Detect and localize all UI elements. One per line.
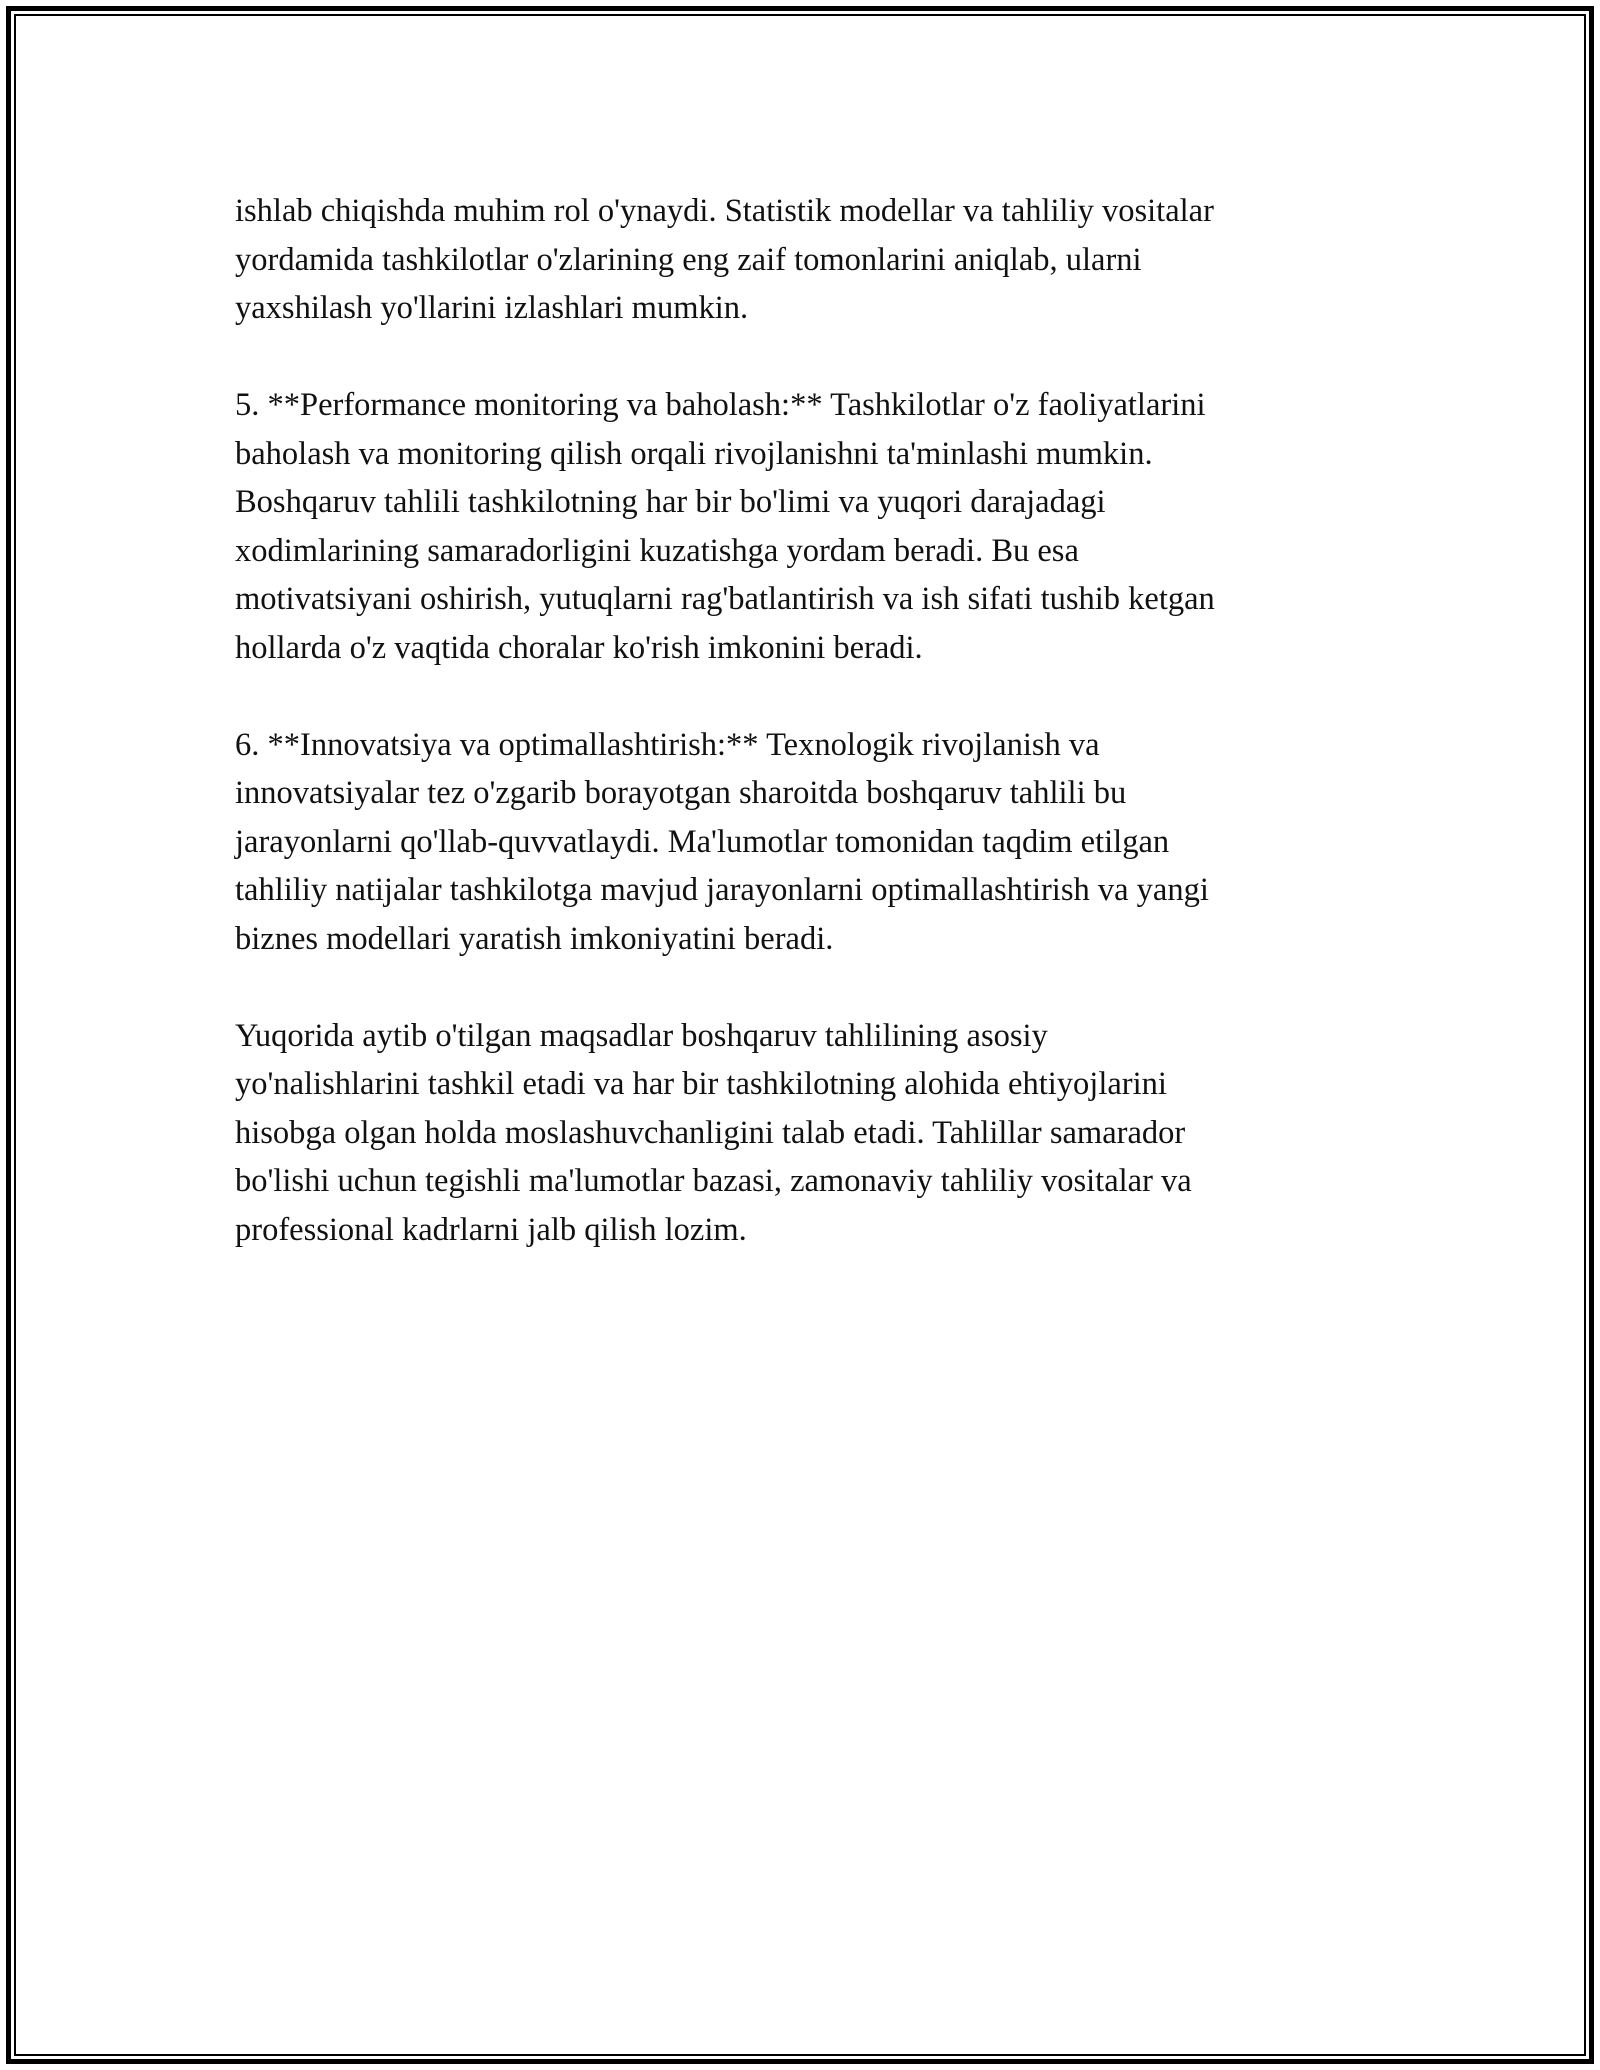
text-line: motivatsiyani oshirish, yutuqlarni rag'batlantirish va ish sifati tushib ketgan xyxy=(235,581,1215,617)
text-line: xodimlarining samaradorligini kuzatishga yordam beradi. Bu esa xyxy=(235,532,1079,569)
text-line: hollarda o'z vaqtida choralar ko'rish imkonini beradi. xyxy=(235,629,923,666)
text-line: 5. **Performance monitoring va baholash:** Tashkilotlar o'z faoliyatlarini xyxy=(235,387,1206,423)
text-line: Boshqaruv tahlili tashkilotning har bir bo'limi va yuqori darajadagi xyxy=(235,484,1106,520)
text-line: 6. **Innovatsiya va optimallashtirish:** Texnologik rivojlanish va xyxy=(235,726,1100,763)
text-line: biznes modellari yaratish imkoniyatini beradi. xyxy=(235,920,834,957)
text-line: professional kadrlarni jalb qilish lozim. xyxy=(235,1211,747,1248)
text-line: innovatsiyalar tez o'zgarib borayotgan sharoitda boshqaruv tahlili bu xyxy=(235,775,1127,811)
paragraph-conclusion xyxy=(235,1012,1365,1255)
text-line: yordamida tashkilotlar o'zlarining eng zaif tomonlarini aniqlab, ularni xyxy=(235,241,1142,278)
text-line: hisobga olgan holda moslashuvchanligini talab etadi. Tahlillar samarador xyxy=(235,1114,1186,1151)
text-line: jarayonlarni qo'llab-quvvatlaydi. Ma'lumotlar tomonidan taqdim etilgan xyxy=(235,823,1170,860)
document-body xyxy=(235,187,1365,1303)
text-line: baholash va monitoring qilish orqali rivojlanishni ta'minlashi mumkin. xyxy=(235,435,1153,472)
text-line: yo'nalishlarini tashkil etadi va har bir tashkilotning alohida ehtiyojlarini xyxy=(235,1066,1167,1102)
text-line: yaxshilash yo'llarini izlashlari mumkin. xyxy=(235,290,749,326)
paragraph-intro-continuation xyxy=(235,187,1365,333)
text-line: Yuqorida aytib o'tilgan maqsadlar boshqaruv tahlilining asosiy xyxy=(235,1017,1048,1054)
text-line: bo'lishi uchun tegishli ma'lumotlar bazasi, zamonaviy tahliliy vositalar va xyxy=(235,1163,1192,1199)
text-line: tahliliy natijalar tashkilotga mavjud jarayonlarni optimallashtirish va yangi xyxy=(235,872,1209,908)
paragraph-performance-monitoring xyxy=(235,381,1365,672)
text-line: ishlab chiqishda muhim rol o'ynaydi. Statistik modellar va tahliliy vositalar xyxy=(235,193,1214,229)
paragraph-innovation-optimization xyxy=(235,721,1365,964)
